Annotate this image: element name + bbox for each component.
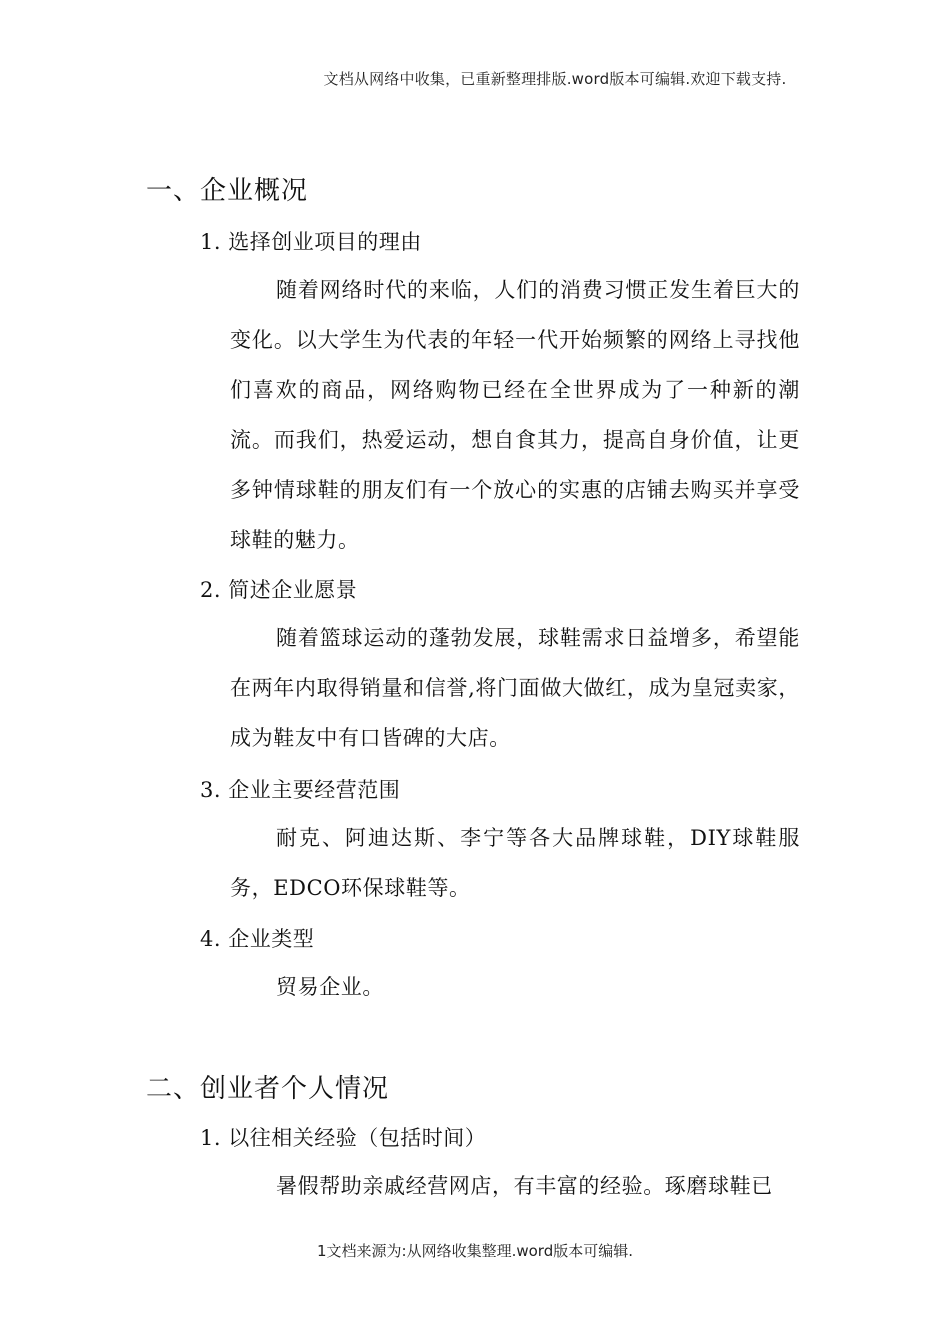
paragraph-type: 贸易企业。 bbox=[276, 975, 384, 999]
paragraph-reason: 随着网络时代的来临，人们的消费习惯正发生着巨大的变化。以大学生为代表的年轻一代开始频繁的网络上寻找他们喜欢的商品，网络购物已经在全世界成为了一种新的潮流。而我们，热爱运动，想自食其力，提高自身价值，让更多钟情球鞋的朋友们有一个放心的实惠的店铺去购买并享受球鞋的魅力。 bbox=[230, 278, 800, 552]
subsection-title-scope: 3. 企业主要经营范围 bbox=[200, 778, 401, 802]
paragraph-vision: 随着篮球运动的蓬勃发展，球鞋需求日益增多，希望能在两年内取得销量和信誉,将门面做大做红，成为皇冠卖家，成为鞋友中有口皆碑的大店。 bbox=[230, 626, 800, 750]
section-title-overview: 一、企业概况 bbox=[146, 176, 309, 206]
page-header: 文档从网络中收集，已重新整理排版.word版本可编辑.欢迎下载支持. bbox=[323, 70, 787, 88]
paragraph-scope: 耐克、阿迪达斯、李宁等各大品牌球鞋，DIY球鞋服务，EDCO环保球鞋等。 bbox=[230, 826, 800, 900]
subsection-title-reason: 1. 选择创业项目的理由 bbox=[200, 230, 422, 254]
page-footer: 1文档来源为:从网络收集整理.word版本可编辑. bbox=[316, 1242, 633, 1260]
paragraph-experience: 暑假帮助亲戚经营网店，有丰富的经验。琢磨球鞋已 bbox=[276, 1174, 773, 1198]
subsection-title-experience: 1. 以往相关经验（包括时间） bbox=[200, 1126, 487, 1150]
subsection-title-type: 4. 企业类型 bbox=[200, 927, 315, 951]
subsection-title-vision: 2. 简述企业愿景 bbox=[200, 578, 358, 602]
section-title-founder: 二、创业者个人情况 bbox=[146, 1074, 390, 1104]
